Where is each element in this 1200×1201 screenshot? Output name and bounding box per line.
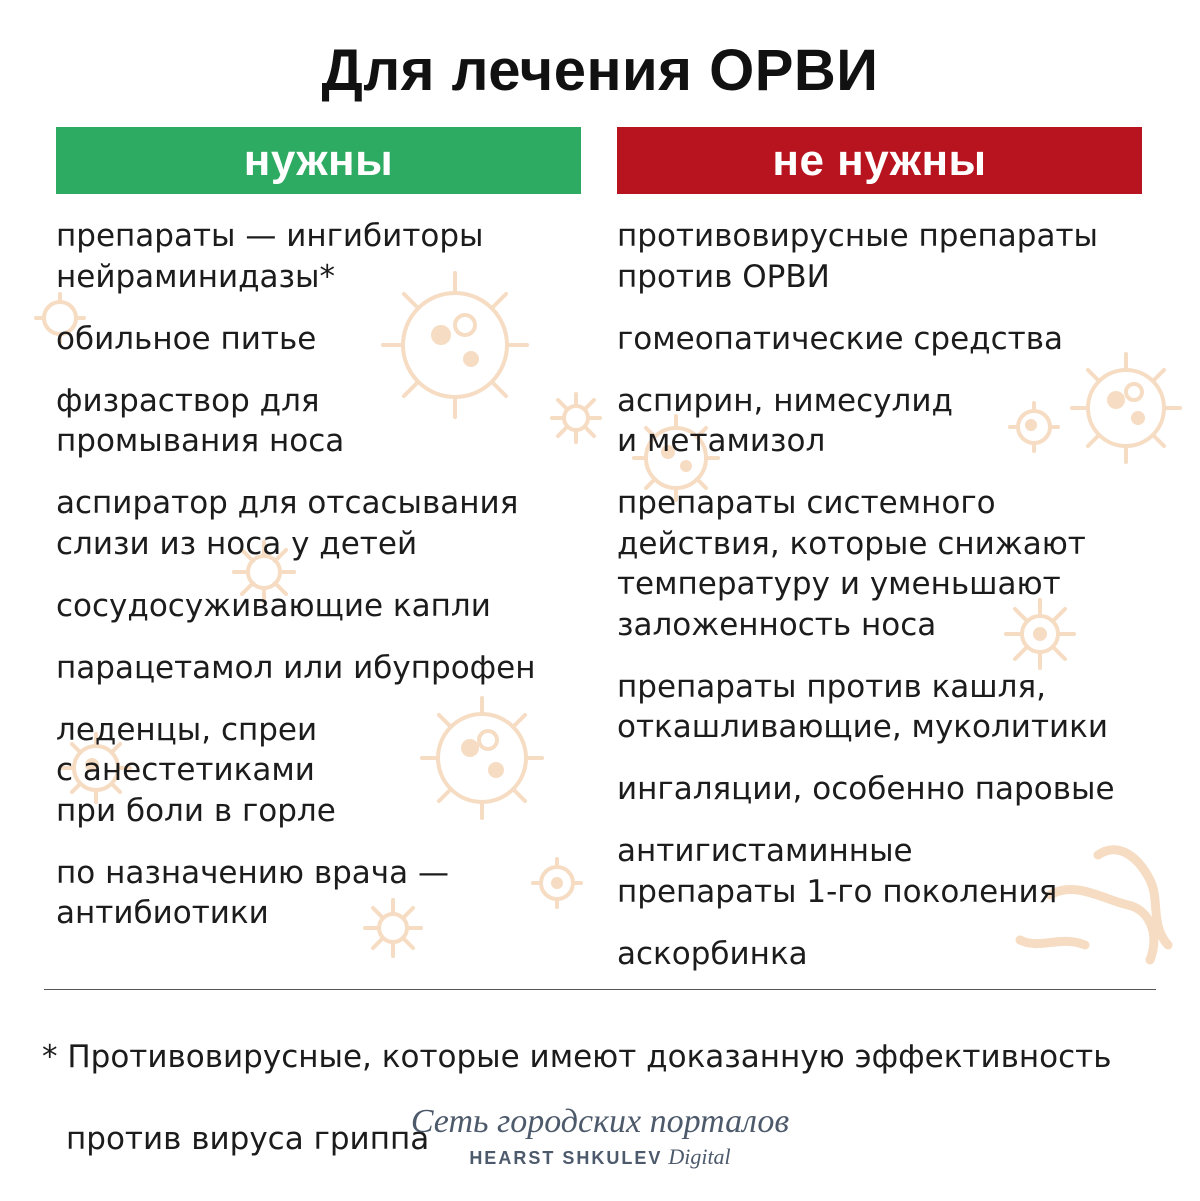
list-item: препараты — ингибиторы нейраминидазы* [56,218,484,295]
not-needed-header: не нужны [617,127,1142,194]
page-title: Для лечения ОРВИ [321,38,879,103]
brand-digital: Digital [668,1144,731,1169]
list-item: физраствор для промывания носа [56,382,345,459]
needed-list [56,194,581,934]
list-item: аспиратор для отсасывания слизи из носа у детей [56,485,519,562]
list-item: сосудосуживающие капли [56,587,491,624]
footnote-divider [44,989,1156,990]
footnote-line-1: * Противовирусные, которые имеют доказанную эффективность [42,1039,1112,1075]
list-item: препараты системного действия, которые снижают температуру и уменьшают заложенность носа [617,485,1086,643]
list-item: препараты против кашля, откашливающие, муколитики [617,668,1109,745]
list-item: гомеопатические средства [617,320,1063,357]
list-item: парацетамол или ибупрофен [56,649,536,686]
brand-logo [0,1142,1200,1174]
list-item: антигистаминные препараты 1-го поколения [617,833,1058,910]
list-item: аскорбинка [617,935,808,972]
not-needed-list [617,194,1142,974]
list-item: обильное питье [56,320,317,357]
list-item: по назначению врача — антибиотики [56,854,449,931]
needed-header: нужны [56,127,581,194]
list-item: аспирин, нимесулид и метамизол [617,382,953,459]
brand-name: Сеть городских порталов [410,1103,790,1140]
brand-caps: HEARST SHKULEV [469,1148,663,1168]
list-item: леденцы, спреи с анестетиками при боли в горле [56,711,336,829]
list-item: ингаляции, особенно паровые [617,771,1115,807]
list-item: противовирусные препараты против ОРВИ [617,218,1098,295]
footnote-line-2: против вируса гриппа [66,1121,430,1157]
needed-column [56,127,581,955]
not-needed-column [617,127,1142,996]
